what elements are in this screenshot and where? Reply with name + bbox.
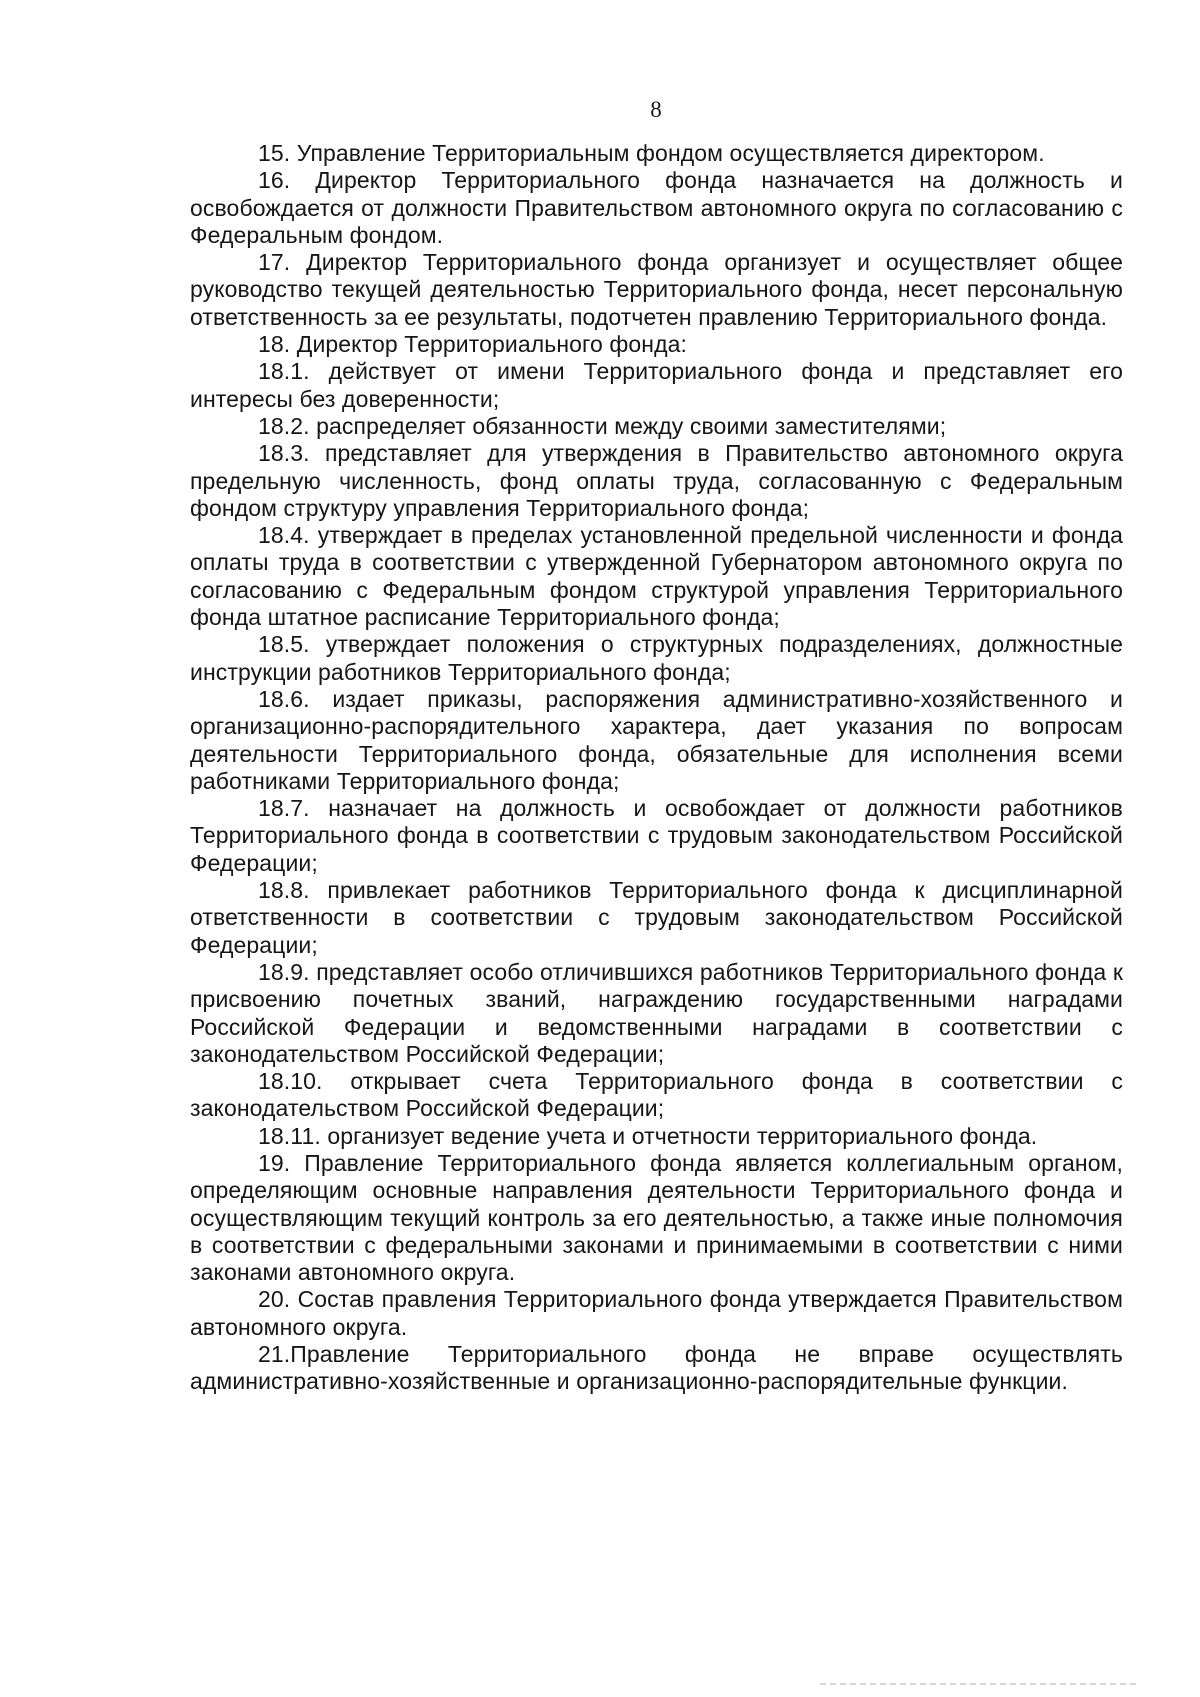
paragraph-18-9: 18.9. представляет особо отличившихся работников Территориального фонда к присвоению почетных званий, награждению государственными наградами Российской Федерации и ведомственными наградами в соответствии с законодательством Российской Федерации; [190,958,1123,1067]
paragraph-18-11: 18.11. организует ведение учета и отчетности территориального фонда. [258,1122,1038,1149]
paragraph-18-10: 18.10. открывает счета Территориального фонда в соответствии с законодательством Российской Федерации; [190,1068,1123,1122]
paragraph-15: 15. Управление Территориальным фондом осуществляется директором. [258,140,1045,166]
paragraph-18-3: 18.3. представляет для утверждения в Правительство автономного округа предельную численность, фонд оплаты труда, согласованную с Федеральным фондом структуру управления Территориального фонда; [190,440,1123,521]
paragraph-18-6: 18.6. издает приказы, распоряжения административно-хозяйственного и организационно-распорядительного характера, дает указания по вопросам деятельности Территориального фонда, обязательные для исполнения всеми работниками Территориального фонда; [190,685,1123,794]
document-body [190,140,1123,1396]
paragraph-18-1: 18.1. действует от имени Территориального фонда и представляет его интересы без доверенности; [190,358,1123,412]
paragraph-18-8: 18.8. привлекает работников Территориального фонда к дисциплинарной ответственности в соответствии с трудовым законодательством Российской Федерации; [190,877,1123,958]
paragraph-18-2: 18.2. распределяет обязанности между своими заместителями; [258,412,947,439]
paragraph-18-4: 18.4. утверждает в пределах установленной предельной численности и фонда оплаты труда в соответствии с утвержденной Губернатором автономного округа по согласованию с Федеральным фондом структурой управления Территориального фонда штатное расписание Территориального фонда; [190,522,1123,631]
page-number: 8 [650,97,662,122]
paragraph-16: 16. Директор Территориального фонда назначается на должность и освобождается от должности Правительством автономного округа по согласованию с Федеральным фондом. [190,167,1123,248]
scan-artifact [820,1683,1140,1685]
paragraph-21: 21.Правление Территориального фонда не вправе осуществлять административно-хозяйственные и организационно-распорядительные функции. [190,1341,1123,1395]
paragraph-18: 18. Директор Территориального фонда: [258,331,687,358]
paragraph-19: 19. Правление Территориального фонда является коллегиальным органом, определяющим основные направления деятельности Территориального фонда и осуществляющим текущий контроль за его деятельностью, а также иные полномочия в соответствии с федеральными законами и принимаемыми в соответствии с ними законами автономного округа. [190,1149,1123,1286]
paragraph-18-7: 18.7. назначает на должность и освобождает от должности работников Территориального фонда в соответствии с трудовым законодательством Российской Федерации; [190,795,1123,876]
paragraph-18-5: 18.5. утверждает положения о структурных подразделениях, должностные инструкции работников Территориального фонда; [190,631,1123,685]
paragraph-20: 20. Состав правления Территориального фонда утверждается Правительством автономного округа. [190,1286,1123,1340]
paragraph-17: 17. Директор Территориального фонда организует и осуществляет общее руководство текущей деятельностью Территориального фонда, несет персональную ответственность за ее результаты, подотчетен правлению Территориального фонда. [190,249,1123,330]
